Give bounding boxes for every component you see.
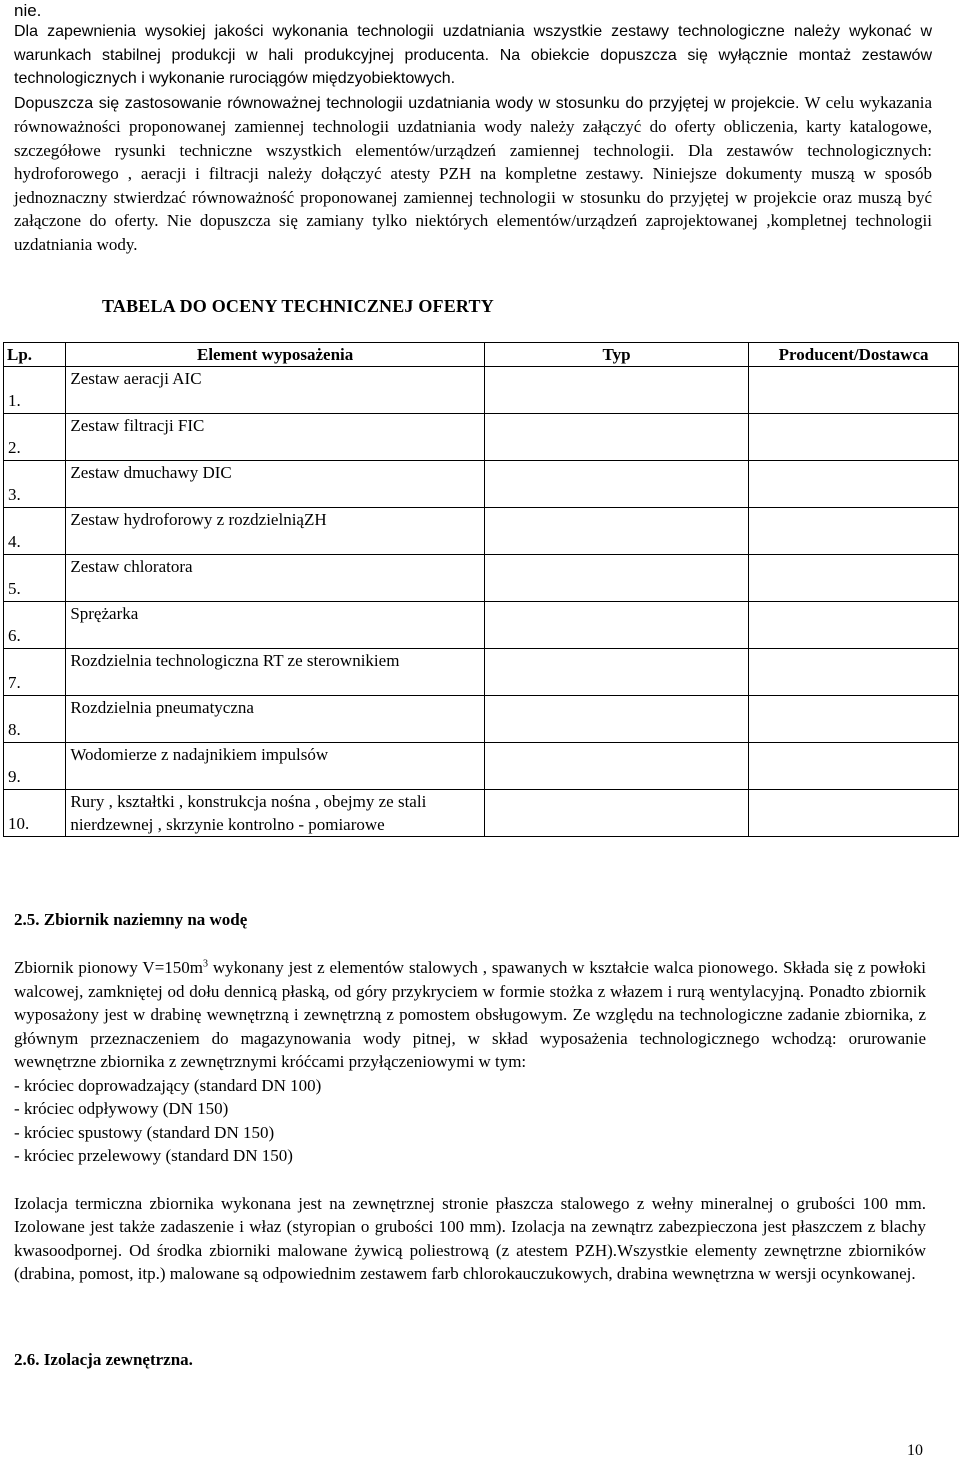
row-number: 6.: [8, 626, 21, 645]
intro-section: [14, 20, 932, 256]
intro-paragraph-a: Dla zapewnienia wysokiej jakości wykonania technologii uzdatniania wszystkie zestawy technologiczne należy wykonać w warunkach stabilnej produkcji w hali produkcyjnej producenta. Na obiekcie dopuszcza się wyłącznie montaż zestawów technologicznych i wykonanie rurociągów międzyobiektowych.: [14, 23, 932, 87]
row-producer-cell: [749, 696, 959, 743]
intro-equivalence-details: W celu wykazania równoważności proponowanej zamiennej technologii uzdatniania wody należy załączyć do oferty obliczenia, karty katalogowe, szczegółowe rysunki techniczne wszystkich elementów/urządzeń zamiennej technologii. Dla zestawów technologicznych: hydroforowego , aeracji i filtracji należy dołączyć atesty PZH na kompletne zestawy. Niniejsze dokumenty muszą w sposób jednoznaczny stwierdzać równoważność proponowanej zamiennej technologii w stosunku do przyjętej w projekcie oraz muszą być załączone do oferty. Nie dopuszcza się zamiany tylko niektórych elementów/urządzeń zaprojektowanej ,kompletnej technologii uzdatniania wody.: [14, 92, 933, 254]
row-element: Rury , kształtki , konstrukcja nośna , obejmy ze stali nierdzewnej , skrzynie kontrolno - pomiarowe: [66, 790, 485, 837]
table-row: [4, 743, 959, 790]
section-2-6-heading: 2.6. Izolacja zewnętrzna.: [14, 1350, 193, 1369]
tank-description-paragraph: [14, 956, 926, 1074]
row-producer-cell: [749, 555, 959, 602]
row-number: 2.: [8, 438, 21, 457]
tank-volume-text: Zbiornik pionowy V=150m: [14, 958, 204, 977]
section-2-5-body: [14, 956, 926, 1286]
row-number-cell: [4, 367, 66, 414]
row-type-cell: [484, 602, 748, 649]
row-type-cell: [484, 743, 748, 790]
intro-equivalence-sentence: Dopuszcza się zastosowanie równoważnej technologii uzdatniania wody w stosunku do przyjętej w projekcie.: [14, 94, 800, 112]
cubic-superscript: 3: [203, 958, 209, 970]
table-row: [4, 649, 959, 696]
row-number: 8.: [8, 720, 21, 739]
row-number: 4.: [8, 532, 21, 551]
row-element: Zestaw dmuchawy DIC: [66, 461, 485, 508]
fitting-list-item: - króciec odpływowy (DN 150): [14, 1099, 229, 1118]
row-element: Zestaw hydroforowy z rozdzielniąZH: [66, 508, 485, 555]
technical-evaluation-table: [3, 342, 959, 837]
row-number-cell: [4, 508, 66, 555]
row-element: Rozdzielnia technologiczna RT ze sterownikiem: [66, 649, 485, 696]
header-element: Element wyposażenia: [66, 343, 485, 367]
table-row: [4, 367, 959, 414]
row-number-cell: [4, 790, 66, 837]
row-number-cell: [4, 649, 66, 696]
row-number: 10.: [8, 814, 30, 833]
row-number-cell: [4, 461, 66, 508]
row-number-cell: [4, 555, 66, 602]
row-type-cell: [484, 555, 748, 602]
fitting-list-item: - króciec doprowadzający (standard DN 100): [14, 1075, 322, 1095]
row-element: Wodomierze z nadajnikiem impulsów: [66, 743, 485, 790]
header-type: Typ: [484, 343, 748, 367]
row-type-cell: [484, 461, 748, 508]
page-number: 10: [907, 1442, 923, 1459]
row-type-cell: [484, 414, 748, 461]
table-row: [4, 461, 959, 508]
row-number-cell: [4, 696, 66, 743]
row-number-cell: [4, 602, 66, 649]
table-row: [4, 414, 959, 461]
row-element: Zestaw aeracji AIC: [66, 367, 485, 414]
fitting-list-item: - króciec spustowy (standard DN 150): [14, 1122, 275, 1142]
table-row: [4, 555, 959, 602]
row-producer-cell: [749, 743, 959, 790]
row-number: 9.: [8, 767, 21, 786]
row-element: Sprężarka: [66, 602, 485, 649]
row-producer-cell: [749, 602, 959, 649]
insulation-paragraph: Izolacja termiczna zbiornika wykonana jest na zewnętrznej stronie płaszcza stalowego z wełny mineralnej o grubości 100 mm. Izolowane jest także zadaszenie i właz (styropian o grubości 100 mm). Izolacja na zewnątrz zabezpieczona jest płaszczem z blachy kwasoodpornej. Od środka zbiorniki malowane żywicą poliestrową (z atestem PZH).Wszystkie elementy zewnętrzne zbiorników (drabina, pomost, itp.) malowane są odpowiednim zestawem farb chlorokauczukowych, drabina wewnętrzna w wersji ocynkowanej.: [14, 1193, 926, 1283]
row-type-cell: [484, 649, 748, 696]
row-producer-cell: [749, 508, 959, 555]
row-type-cell: [484, 508, 748, 555]
row-element: Zestaw chloratora: [66, 555, 485, 602]
row-type-cell: [484, 696, 748, 743]
row-number-cell: [4, 414, 66, 461]
row-number-cell: [4, 743, 66, 790]
row-type-cell: [484, 790, 748, 837]
row-number: 1.: [8, 391, 21, 410]
row-element: Rozdzielnia pneumatyczna: [66, 696, 485, 743]
table-title: TABELA DO OCENY TECHNICZNEJ OFERTY: [102, 296, 494, 316]
fitting-list-item: - króciec przelewowy (standard DN 150): [14, 1146, 293, 1165]
table-row: [4, 602, 959, 649]
top-fragment: nie.: [14, 1, 42, 20]
tank-description-text: wykonany jest z elementów stalowych , spawanych w kształcie walca pionowego. Składa się z powłoki walcowej, zamkniętej od dołu dennicą płaską, od góry przykryciem w formie stożka z włazem i rurą wentylacyjną. Ponadto zbiornik wyposażony jest w drabinę wewnętrzną i zewnętrzną z pomostem obsługowym. Ze względu na technologiczne zadanie zbiornika, z głównym przeznaczeniem do magazynowania wody pitnej, w skład wyposażenia technologicznego wchodzą: orurowanie wewnętrzne zbiornika z zewnętrznymi króćcami przyłączeniowymi w tym:: [14, 958, 926, 1071]
row-type-cell: [484, 367, 748, 414]
row-producer-cell: [749, 790, 959, 837]
row-number: 3.: [8, 485, 21, 504]
header-lp: Lp.: [4, 343, 66, 367]
row-element: Zestaw filtracji FIC: [66, 414, 485, 461]
row-producer-cell: [749, 461, 959, 508]
table-row: [4, 790, 959, 837]
table-row: [4, 696, 959, 743]
row-number: 5.: [8, 579, 21, 598]
row-producer-cell: [749, 414, 959, 461]
row-producer-cell: [749, 367, 959, 414]
intro-paragraph-b: [14, 91, 932, 257]
table-row: [4, 508, 959, 555]
row-number: 7.: [8, 673, 21, 692]
header-producer: Producent/Dostawca: [749, 343, 959, 367]
table-header-row: [4, 343, 959, 367]
row-producer-cell: [749, 649, 959, 696]
section-2-5-heading: 2.5. Zbiornik naziemny na wodę: [14, 910, 248, 929]
